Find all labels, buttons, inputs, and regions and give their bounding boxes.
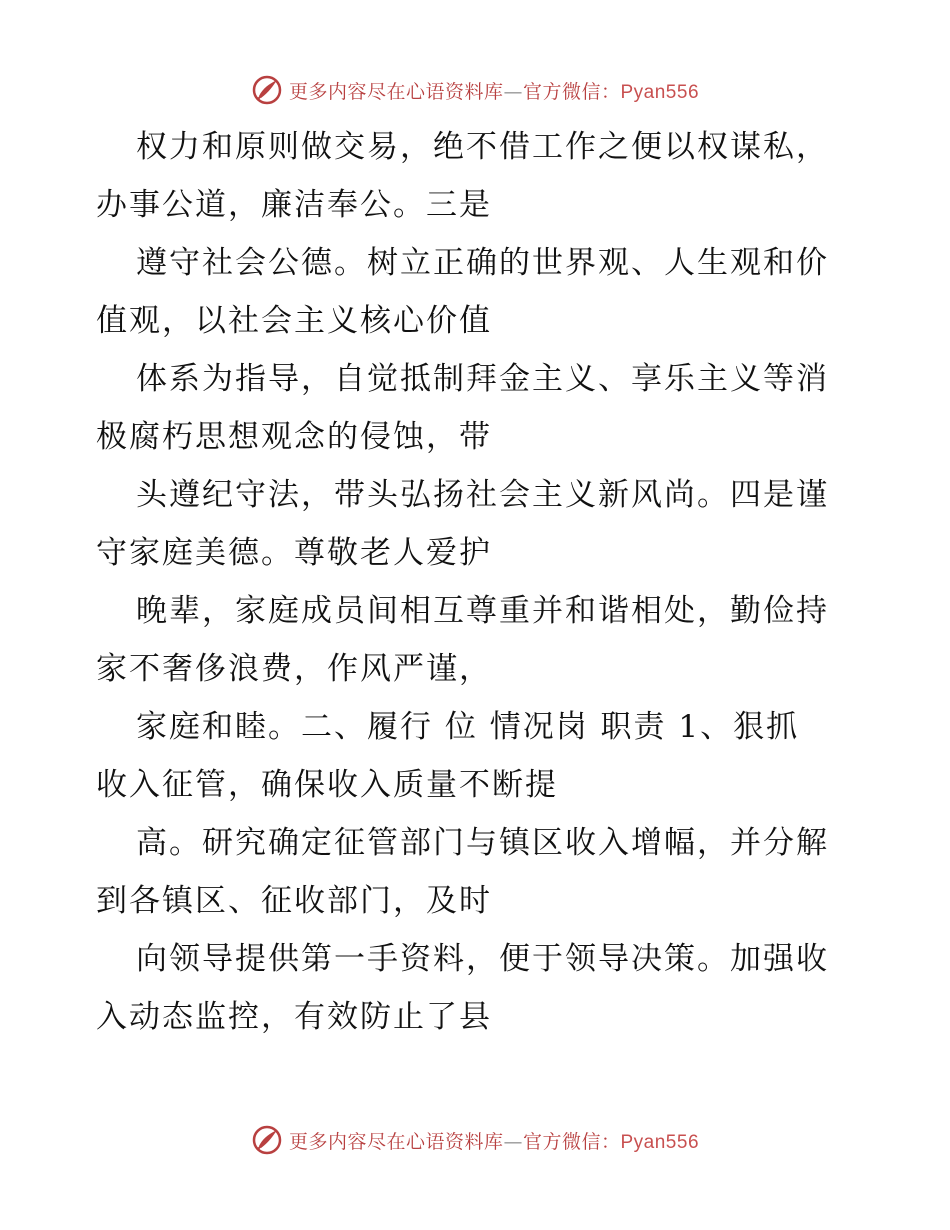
paragraph-line: 高。研究确定征管部门与镇区收入增幅，并分解 (136, 825, 829, 861)
paragraph (96, 582, 866, 698)
header-wechat-label: 官方微信： (522, 80, 621, 103)
paragraph (96, 698, 866, 814)
document-body (96, 118, 866, 1046)
paragraph-line: 晚辈，家庭成员间相互尊重并和谐相处，勤俭持 (136, 593, 829, 629)
footer-dash: — (503, 1130, 523, 1153)
footer-banner (0, 1120, 950, 1160)
paragraph (96, 234, 866, 350)
paragraph (96, 466, 866, 582)
header-dash: — (503, 80, 523, 103)
header-site: 更多内容尽在心语资料库 (288, 80, 504, 103)
paragraph-line: 体系为指导，自觉抵制拜金主义、享乐主义等消 (136, 361, 829, 397)
paragraph-line: 向领导提供第一手资料，便于领导决策。加强收 (136, 941, 829, 977)
paragraph (96, 118, 866, 234)
paragraph-line: 值观，以社会主义核心价值 (96, 303, 492, 339)
quill-logo-icon (251, 74, 283, 106)
paragraph-line: 办事公道，廉洁奉公。三是 (96, 187, 492, 223)
footer-wechat-label: 官方微信： (522, 1130, 621, 1153)
paragraph-line: 家庭和睦。二、履行 位 情况岗 职责 1、狠抓 (136, 709, 800, 745)
paragraph (96, 930, 866, 1046)
paragraph (96, 814, 866, 930)
paragraph-line: 到各镇区、征收部门，及时 (96, 883, 492, 919)
paragraph-line: 遵守社会公德。树立正确的世界观、人生观和价 (136, 245, 829, 281)
paragraph-line: 收入征管，确保收入质量不断提 (96, 767, 558, 803)
paragraph-line: 极腐朽思想观念的侵蚀，带 (96, 419, 492, 455)
footer-account: Pyan556 (620, 1131, 700, 1153)
paragraph-line: 入动态监控，有效防止了县 (96, 999, 492, 1035)
header-text (289, 77, 699, 104)
header-account: Pyan556 (620, 81, 700, 103)
paragraph-line: 头遵纪守法，带头弘扬社会主义新风尚。四是谨 (136, 477, 829, 513)
paragraph-line: 权力和原则做交易，绝不借工作之便以权谋私， (136, 129, 829, 165)
header-banner (0, 70, 950, 110)
footer-site: 更多内容尽在心语资料库 (288, 1130, 504, 1153)
paragraph (96, 350, 866, 466)
footer-text (289, 1127, 699, 1154)
paragraph-line: 守家庭美德。尊敬老人爱护 (96, 535, 492, 571)
quill-logo-icon (251, 1124, 283, 1156)
paragraph-line: 家不奢侈浪费，作风严谨， (96, 651, 492, 687)
